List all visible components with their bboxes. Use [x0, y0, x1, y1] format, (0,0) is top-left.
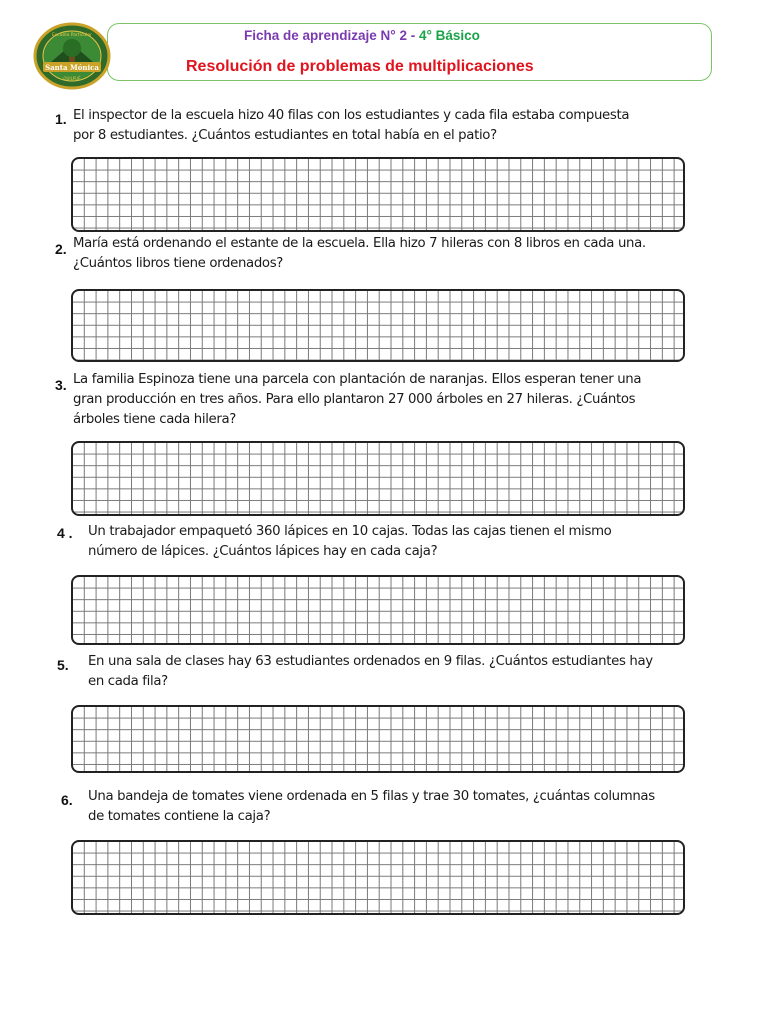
worksheet-subtitle: Resolución de problemas de multiplicaciones: [186, 58, 534, 75]
answer-grid[interactable]: [71, 575, 685, 645]
question-number: 6.: [61, 792, 73, 808]
question-text: [73, 370, 713, 430]
question-line: número de lápices. ¿Cuántos lápices hay en cada caja?: [88, 544, 438, 559]
worksheet-title: [244, 28, 480, 43]
question-line: de tomates contiene la caja?: [88, 809, 271, 824]
question-line: María está ordenando el estante de la escuela. Ella hizo 7 hileras con 8 libros en cada una.: [73, 236, 646, 251]
question-line: gran producción en tres años. Para ello plantaron 27 000 árboles en 27 hileras. ¿Cuántos: [73, 392, 636, 407]
question-line: Un trabajador empaquetó 360 lápices en 10 cajas. Todas las cajas tienen el mismo: [88, 524, 612, 539]
question-line: en cada fila?: [88, 674, 168, 689]
question-number: 3.: [55, 377, 67, 393]
question-line: árboles tiene cada hilera?: [73, 412, 236, 427]
question-line: La familia Espinoza tiene una parcela con plantación de naranjas. Ellos esperan tener una: [73, 372, 642, 387]
question-line: Una bandeja de tomates viene ordenada en 5 filas y trae 30 tomates, ¿cuántas columnas: [88, 789, 655, 804]
question-line: por 8 estudiantes. ¿Cuántos estudiantes en total había en el patio?: [73, 128, 497, 143]
svg-text:Escuela Particular: Escuela Particular: [51, 33, 93, 38]
question-line: ¿Cuántos libros tiene ordenados?: [73, 256, 283, 271]
svg-text:QUILPUÉ: QUILPUÉ: [63, 76, 81, 81]
question-line: En una sala de clases hay 63 estudiantes ordenados en 9 filas. ¿Cuántos estudiantes hay: [88, 654, 653, 669]
answer-grid[interactable]: [71, 840, 685, 915]
answer-grid[interactable]: [71, 441, 685, 516]
question-text: [88, 522, 713, 562]
school-logo: [33, 22, 111, 90]
answer-grid[interactable]: [71, 289, 685, 362]
answer-grid[interactable]: [71, 705, 685, 773]
svg-text:Santa Mónica: Santa Mónica: [45, 63, 99, 72]
question-number: 5.: [57, 657, 69, 673]
question-text: [88, 652, 713, 692]
grade-label: 4° Básico: [418, 28, 480, 43]
question-number: 1.: [55, 111, 67, 127]
question-text: [88, 787, 713, 827]
question-line: El inspector de la escuela hizo 40 filas con los estudiantes y cada fila estaba compuesta: [73, 108, 630, 123]
answer-grid[interactable]: [71, 157, 685, 232]
question-text: [73, 234, 713, 274]
question-text: [73, 106, 713, 146]
question-number: 4 .: [57, 525, 73, 541]
worksheet-title-prefix: Ficha de aprendizaje N° 2 -: [244, 28, 419, 43]
question-number: 2.: [55, 241, 67, 257]
